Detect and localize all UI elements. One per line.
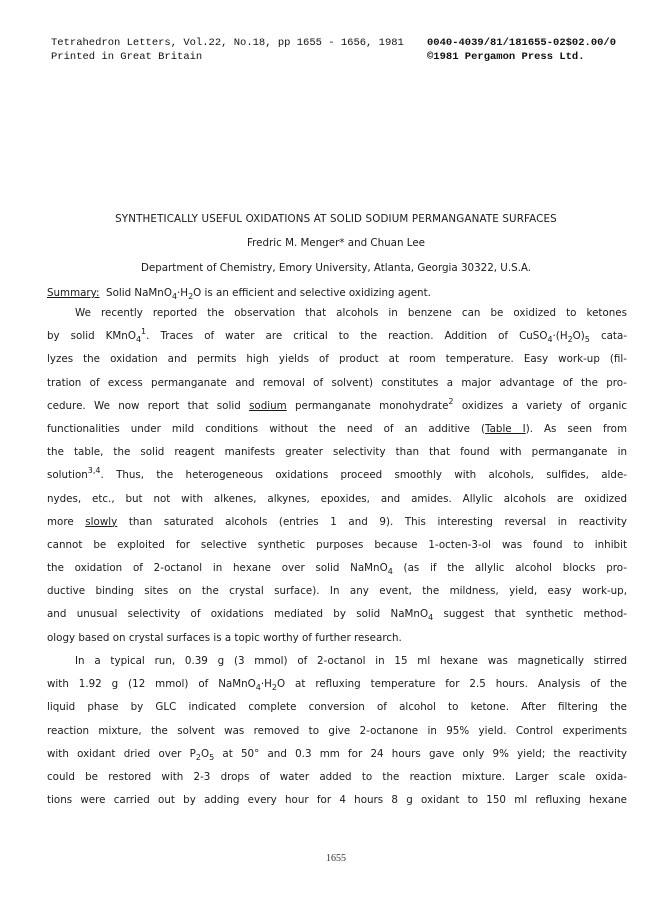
paragraph-2 xyxy=(47,650,627,812)
text-line: by solid KMnO$_4^1$. Traces of water are critical to the reaction. Addition of $CuSO_4\cdot(H_2O)_5$ cata- xyxy=(47,327,627,345)
text-line: could be restored with 2-3 drops of water added to the reaction mixture. Larger scale oxida- xyxy=(47,770,627,783)
page-number: 1655 xyxy=(326,853,346,864)
text-line: tration of excess permanganate and removal of solvent) constitutes a major advantage of the pro- xyxy=(47,376,627,389)
text-line: cedure. We now report that solid sodium permanganate monohydrate$^2$ oxidizes a variety of organic xyxy=(47,396,627,412)
affiliation: Department of Chemistry, Emory University, Atlanta, Georgia 30322, U.S.A. xyxy=(140,262,532,274)
citation-line: Tetrahedron Letters, Vol.22, No.18, pp 1655 - 1656, 1981 xyxy=(51,37,404,49)
text-line: the oxidation of 2-octanol in hexane over solid NaMnO$_4$ (as if the allylic alcohol blocks pro- xyxy=(47,562,628,577)
text-line: nydes, etc., but not with alkenes, alkynes, epoxides, and amides. Allylic alcohols are oxidized xyxy=(47,492,627,505)
text-line: ology based on crystal surfaces is a topic worthy of further research. xyxy=(47,631,402,644)
text-line: with oxidant dried over $P_2O_5$ at 50° and 0.3 mm for 24 hours gave only 9% yield; the reactivity xyxy=(47,747,627,762)
text-line: reaction mixture, the solvent was removed to give 2-octanone in 95% yield. Control experiments xyxy=(47,724,627,737)
citation-header xyxy=(51,37,404,64)
text-line: with 1.92 g (12 mmol) of $NaMnO_4\cdot H_2O$ at refluxing temperature for 2.5 hours. Analysis of the xyxy=(47,678,627,693)
summary-text: Solid $NaMnO_4\cdot H_2O$ is an efficient and selective oxidizing agent. xyxy=(106,287,431,301)
authors: Fredric M. Menger* and Chuan Lee xyxy=(246,237,425,249)
summary-label: Summary: xyxy=(47,287,100,299)
text-line: lyzes the oxidation and permits high yields of product at room temperature. Easy work-up (fil- xyxy=(47,353,627,366)
text-line: In a typical run, 0.39 g (3 mmol) of 2-octanol in 15 ml hexane was magnetically stirred xyxy=(75,655,627,667)
printed-in-line: Printed in Great Britain xyxy=(51,50,203,63)
copyright-line: ©1981 Pergamon Press Ltd. xyxy=(427,50,585,63)
text-line: cannot be exploited for selective synthetic purposes because 1-octen-3-ol was found to inhibit xyxy=(47,538,627,551)
paragraph-1 xyxy=(47,302,627,650)
text-line: more slowly than saturated alcohols (entries 1 and 9). This interesting reversal in reactivity xyxy=(47,515,627,528)
issn-code: 0040-4039/81/181655-02$02.00/0 xyxy=(427,37,617,49)
text-line: We recently reported the observation that alcohols in benzene can be oxidized to ketones xyxy=(75,307,627,319)
summary xyxy=(47,287,431,299)
text-line: tions were carried out by adding every hour for 4 hours 8 g oxidant to 150 ml refluxing hexane xyxy=(47,794,627,807)
text-line: ductive binding sites on the crystal surface). In any event, the mildness, yield, easy work-up, xyxy=(47,585,627,598)
article-title: SYNTHETICALLY USEFUL OXIDATIONS AT SOLID SODIUM PERMANGANATE SURFACES xyxy=(115,213,557,225)
text-line: solution$^{3,4}$. Thus, the heterogeneous oxidations proceed smoothly with alcohols, sulfides, alde- xyxy=(47,466,627,482)
text-line: the table, the solid reagent manifests greater selectivity than that found with permanganate in xyxy=(47,446,627,459)
text-line: and unusual selectivity of oxidations mediated by solid NaMnO$_4$ suggest that synthetic method- xyxy=(47,608,628,623)
text-line: liquid phase by GLC indicated complete conversion of alcohol to ketone. After filtering the xyxy=(47,701,627,714)
copyright-header xyxy=(427,37,616,64)
text-line: functionalities under mild conditions without the need of an additive (Table I). As seen from xyxy=(47,422,627,435)
table-reference: Table I xyxy=(485,422,526,435)
